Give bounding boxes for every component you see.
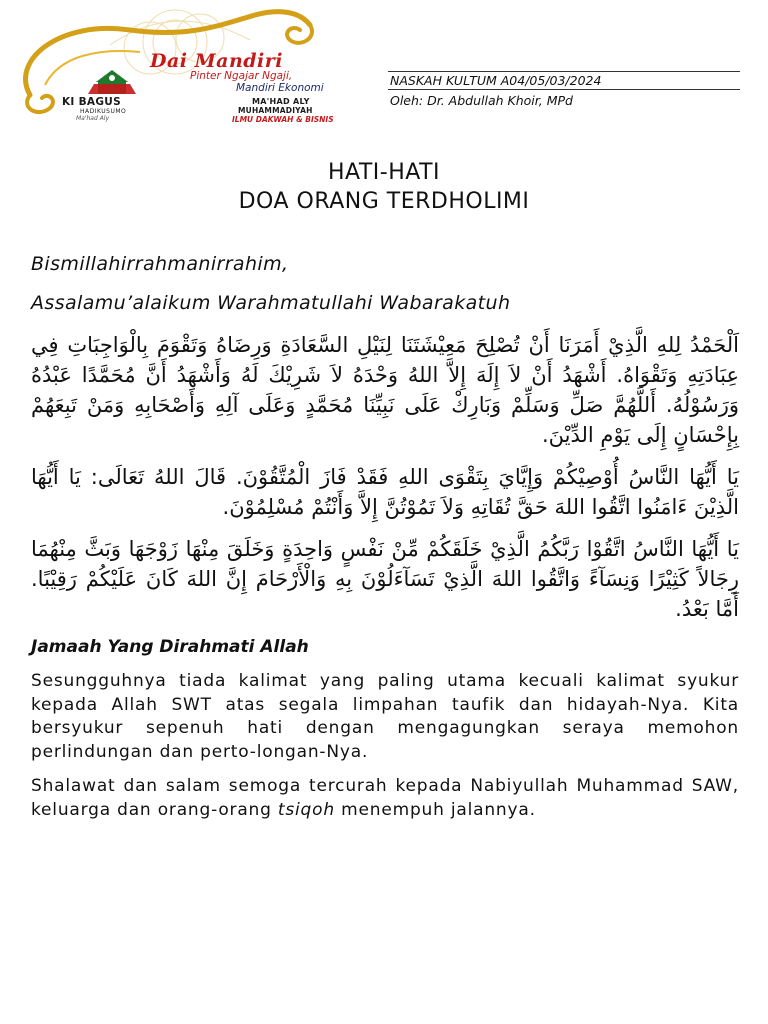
header-logo	[0, 0, 360, 125]
title-line-1: HATI-HATI	[327, 160, 441, 185]
paragraph-shalawat-italic: tsiqoh	[277, 799, 335, 820]
paragraph-shalawat	[31, 775, 739, 822]
program-label: ILMU DAKWAH & BISNIS	[232, 115, 334, 124]
paragraph-shalawat-text: Shalawat dan salam semoga tercurah kepada Nabiyullah Muhammad SAW, keluarga dan orang-orang	[31, 776, 739, 820]
salam-line: Assalamu’alaikum Warahmatullahi Wabarakatuh	[31, 292, 511, 314]
brand-name: Dai Mandiri	[150, 50, 284, 72]
page-title	[0, 158, 768, 216]
institution-type: Ma'had Aly	[76, 115, 110, 122]
naskah-code: NASKAH KULTUM A04/05/03/2024	[388, 71, 740, 90]
section-heading: Jamaah Yang Dirahmati Allah	[31, 637, 309, 657]
document-meta	[388, 71, 740, 108]
brand-tagline-2: Mandiri Ekonomi	[236, 82, 324, 94]
ki-bagus-hadikusumo-emblem-icon	[88, 70, 136, 94]
institution-subname: HADIKUSUMO	[80, 108, 127, 115]
arabic-taqwa-exhortation: يَا أَيُّهَا النَّاسُ أُوْصِيْكُمْ وَإِيَّايَ بِتَقْوَى اللهِ فَقَدْ فَازَ الْمُتَّقُوْنَ. قَالَ اللهُ تَعَالَى: يَا أَيُّهَا الَّذِيْنَ ءَامَنُوا اتَّقُوا اللهَ حَقَّ تُقَاتِهِ وَلاَ تَمُوْتُنَّ إِلاَّ وَأَنْتُمْ مُسْلِمُوْنَ.	[31, 465, 739, 519]
brand-tagline-1: Pinter Ngajar Ngaji,	[190, 70, 293, 82]
institution-name: KI BAGUS	[62, 96, 121, 108]
paragraph-gratitude: Sesungguhnya tiada kalimat yang paling utama kecuali kalimat syukur kepada Allah SWT atas segala limpahan taufik dan hidayah-Nya. Kita bersyukur sepenuh hati dengan mengagungkan seraya memohon perlindungan dan perto-longan-Nya.	[31, 671, 739, 762]
muhammadiyah-label: MUHAMMADIYAH	[238, 106, 313, 115]
title-line-2: DOA ORANG TERDHOLIMI	[238, 189, 530, 214]
basmalah-line: Bismillahirrahmanirrahim,	[31, 253, 289, 275]
author-line: Oleh: Dr. Abdullah Khoir, MPd	[390, 93, 573, 108]
arabic-opening-praise: اَلْحَمْدُ لِلهِ الَّذِيْ أَمَرَنَا أَنْ تُصْلِحَ مَعِيْشَتَنَا لِنَيْلِ السَّعَادَةِ وَرِضَاهُ وَتَقْوَمَ بِالْوَاجِبَاتِ فِي عِبَادَتِهِ وَتَقْوَاهُ. أَشْهَدُ أَنْ لاَ إِلَهَ إِلاَّ اللهُ وَحْدَهُ لاَ شَرِيْكَ لَهُ وَأَشْهَدُ أَنَّ مُحَمَّدًا عَبْدُهُ وَرَسُوْلُهُ. أَللَّهُمَّ صَلِّ وَسَلِّمْ وَبَارِكْ عَلَى نَبِيِّنَا مُحَمَّدٍ وَعَلَى آلِهِ وَأَصْحَابِهِ وَمَنْ تَبِعَهُمْ بِإِحْسَانٍ إِلَى يَوْمِ الدِّيْنَ.	[31, 333, 739, 447]
arabic-quran-verse: يَا أَيُّهَا النَّاسُ اتَّقُوْا رَبَّكُمُ الَّذِيْ خَلَقَكُمْ مِّنْ نَفْسٍ وَاحِدَةٍ وَخَلَقَ مِنْهَا زَوْجَهَا وَبَثَّ مِنْهُمَا رِجَالاً كَثِيْرًا وَنِسَآءً وَاتَّقُوا اللهَ الَّذِيْ تَسَآءَلُوْنَ بِهِ وَالْأَرْحَامَ إِنَّ اللهَ كَانَ عَلَيْكُمْ رَقِيْبًا. أَمَّا بَعْدُ.	[31, 537, 739, 621]
sermon-body	[31, 252, 739, 833]
mahad-label: MA'HAD ALY	[252, 97, 310, 106]
paragraph-shalawat-end: menempuh jalannya.	[334, 799, 536, 820]
